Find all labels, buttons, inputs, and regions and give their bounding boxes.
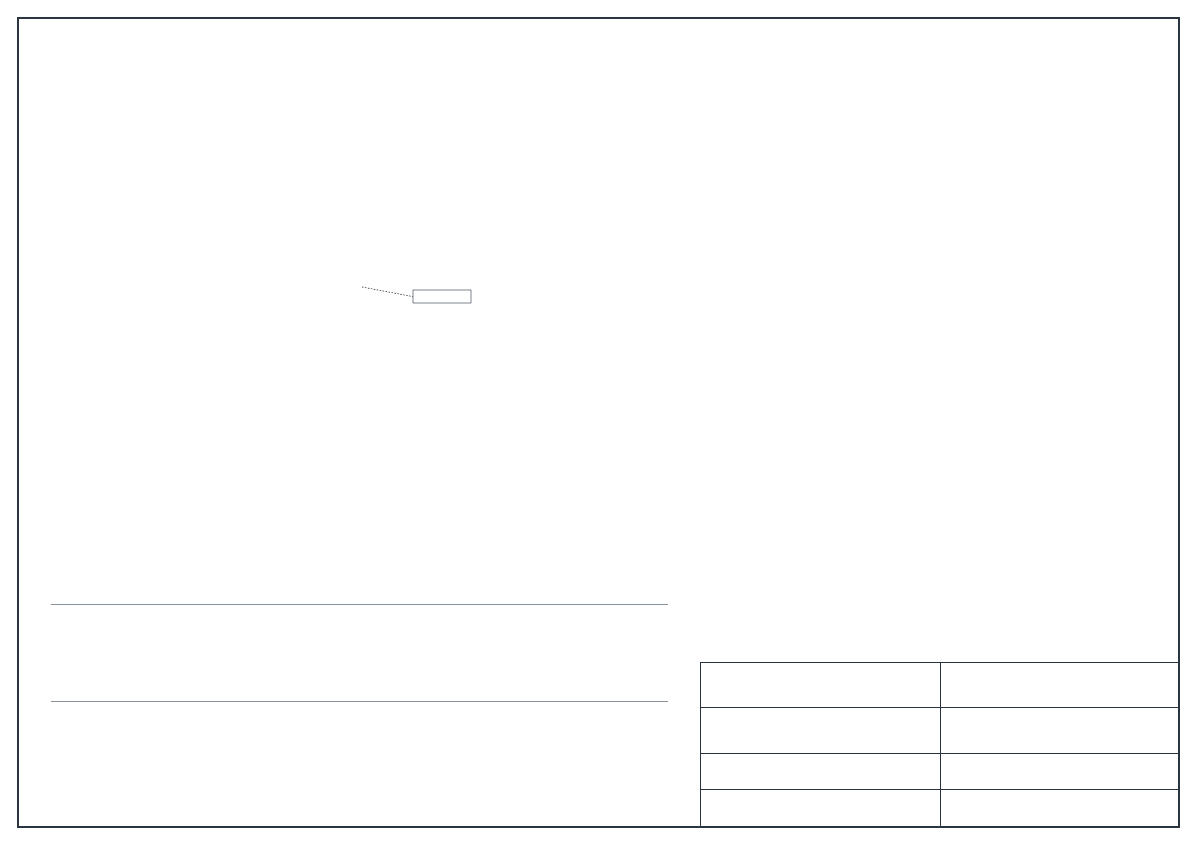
title-block	[700, 662, 1180, 828]
spec-header-row	[51, 586, 668, 605]
gap-callout-box	[413, 290, 471, 303]
spec-rows	[51, 605, 668, 611]
title-block-row-line	[701, 789, 1180, 790]
gap-leader-line	[362, 287, 415, 297]
title-block-row-line	[701, 707, 1180, 708]
spec-table	[51, 586, 668, 611]
spec-col-name	[68, 586, 548, 600]
title-block-divider	[940, 663, 941, 828]
spec-divider	[51, 701, 668, 702]
spec-col-qty	[548, 586, 648, 600]
spec-col-no	[51, 586, 68, 600]
title-block-row-line	[701, 753, 1180, 754]
